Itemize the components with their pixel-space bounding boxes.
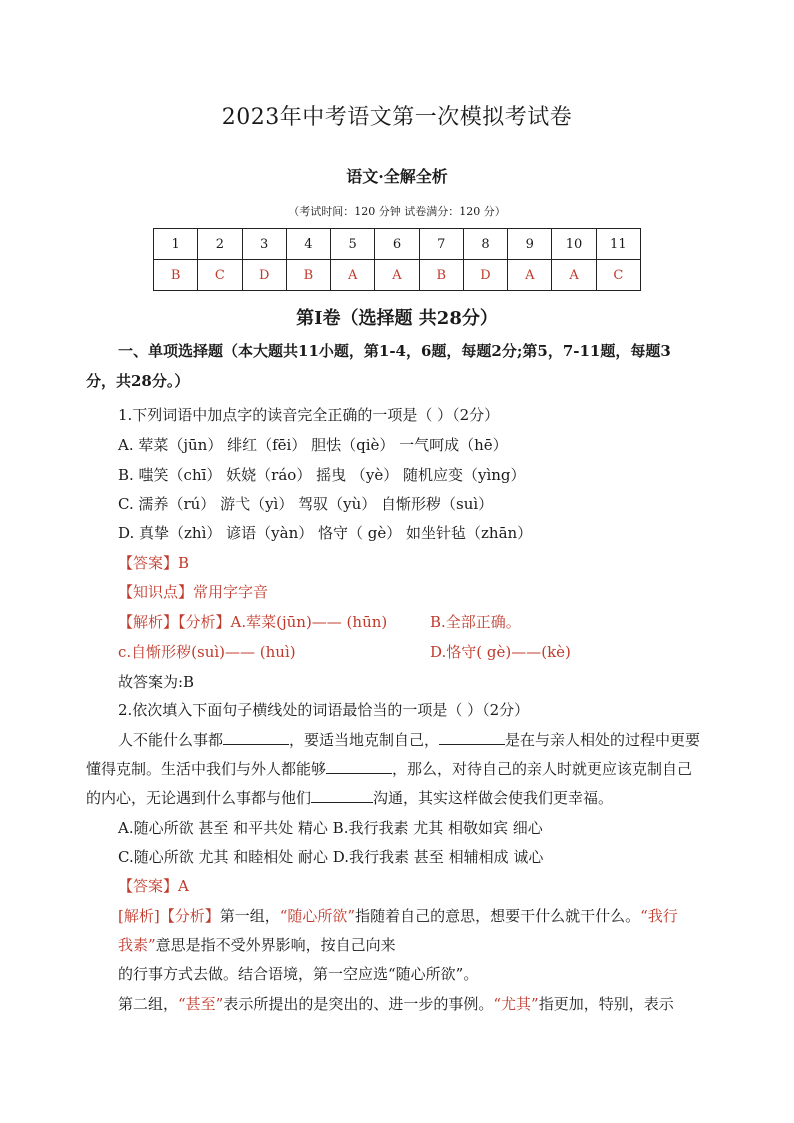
q1-answer-value: B	[178, 554, 190, 572]
blank-2	[439, 730, 505, 745]
q2-analysis-text: 意思是指不受外界影响，按自己向来	[155, 936, 396, 954]
answer-table-number-cell: 5	[331, 229, 375, 260]
blank-4	[311, 788, 373, 803]
q2-analysis-text: 第一组，	[219, 907, 280, 925]
answer-table-numbers-row	[154, 229, 641, 260]
q1-answer-label: 【答案】	[118, 554, 179, 572]
exam-meta: （考试时间：120 分钟 试卷满分：120 分）	[288, 205, 506, 218]
q2-analysis-line3: 的行事方式去做。结合语境，第一空应选“随心所欲”。	[118, 965, 479, 983]
answer-table-answer-cell: B	[286, 260, 330, 291]
answer-table-answer-cell: A	[331, 260, 375, 291]
answer-table-answer-cell: B	[419, 260, 463, 291]
q1-analysis-a-text: A.荤菜(jūn)—— (hūn)	[230, 613, 388, 631]
q2-passage-text: 懂得克制。生活中我们与外人都能够	[86, 760, 327, 778]
q1-analysis-label: 【解析】【分析】	[118, 613, 231, 631]
page-title: 2023年中考语文第一次模拟考试卷	[221, 105, 573, 130]
q2-passage-text: 是在与亲人相处的过程中更要	[505, 731, 701, 749]
answer-table-answer-cell: D	[463, 260, 507, 291]
q1-analysis-b: B.全部正确。	[430, 613, 521, 631]
blank-1	[223, 730, 289, 745]
q2-passage-text: 的内心，无论遇到什么事都与他们	[86, 789, 312, 807]
answer-table	[153, 228, 641, 291]
q2-passage-line2	[86, 759, 692, 779]
q2-passage-text: 沟通，其实这样做会使我们更幸福。	[373, 789, 614, 807]
q2-passage-line1	[118, 730, 700, 750]
section-heading-line1: 一、单项选择题（本大题共11小题，第1-4，6题，每题2分;第5，7-11题，每题3	[118, 342, 671, 360]
answer-table-number-cell: 3	[242, 229, 286, 260]
q2-passage-line3	[86, 788, 613, 808]
q1-knowledge-value: 常用字字音	[193, 583, 269, 601]
q1-analysis-a	[118, 612, 387, 632]
q2-answer-label: 【答案】	[118, 877, 179, 895]
q1-option-b: B. 嗤笑（chī） 妖娆（ráo） 摇曳 （yè） 随机应变（yìng）	[118, 466, 526, 484]
section-heading-line2: 分，共28分。）	[86, 372, 190, 390]
q2-analysis-term: “尤其”	[493, 995, 539, 1013]
q2-passage-text: 人不能什么事都	[118, 731, 224, 749]
q1-option-d: D. 真挚（zhì） 谚语（yàn） 恪守（ gè） 如坐针毡（zhān）	[118, 524, 533, 542]
answer-table-number-cell: 10	[552, 229, 596, 260]
q1-analysis-c: c.自惭形秽(suì)—— (huì)	[118, 643, 296, 661]
q2-stem: 2.依次填入下面句子横线处的词语最恰当的一项是（ ）（2分）	[118, 701, 530, 719]
answer-table-number-cell: 1	[154, 229, 198, 260]
answer-table-answer-cell: A	[552, 260, 596, 291]
answer-table-answer-cell: D	[242, 260, 286, 291]
q1-conclusion: 故答案为:B	[118, 673, 195, 691]
q2-analysis-line2	[118, 935, 396, 955]
q2-analysis-term: “甚至”	[178, 995, 224, 1013]
answer-table-number-cell: 2	[198, 229, 242, 260]
answer-table-answer-cell: B	[154, 260, 198, 291]
answer-table-answer-cell: C	[198, 260, 242, 291]
q1-analysis-d: D.恪守( gè)——(kè)	[430, 643, 571, 661]
q2-analysis-text: 指更加，特别，表示	[538, 995, 674, 1013]
q2-passage-text: ，要适当地克制自己，	[289, 731, 440, 749]
answer-table-number-cell: 11	[596, 229, 640, 260]
q2-analysis-text: 表示所提出的是突出的、进一步的事例。	[223, 995, 494, 1013]
answer-table-number-cell: 4	[286, 229, 330, 260]
q2-options-cd: C.随心所欲 尤其 和睦相处 耐心 D.我行我素 甚至 相辅相成 诚心	[118, 848, 544, 866]
q1-option-a: A. 荤菜（jūn） 绯红（fēi） 胆怯（qiè） 一气呵成（hē）	[118, 436, 508, 454]
part-title: 第Ⅰ卷（选择题 共28分）	[296, 308, 498, 329]
q2-analysis-text: 第二组，	[118, 995, 179, 1013]
answer-table-number-cell: 7	[419, 229, 463, 260]
page-subtitle: 语文·全解全析	[346, 167, 448, 186]
q2-analysis-term: “我行	[640, 907, 678, 925]
q2-answer	[118, 876, 189, 896]
q1-option-c: C. 濡养（rú） 游弋（yì） 驾驭（yù） 自惭形秽（suì）	[118, 495, 494, 513]
answer-table-number-cell: 9	[508, 229, 552, 260]
answer-table-answer-cell: C	[596, 260, 640, 291]
q2-answer-value: A	[178, 877, 189, 895]
answer-table-answer-cell: A	[508, 260, 552, 291]
q2-analysis-text: 指随着自己的意思，想要干什么就干什么。	[355, 907, 641, 925]
q1-knowledge	[118, 582, 268, 602]
q2-passage-text: ，那么，对待自己的亲人时就更应该克制自己	[392, 760, 693, 778]
q1-answer	[118, 553, 189, 573]
answer-table-number-cell: 8	[463, 229, 507, 260]
blank-3	[326, 759, 392, 774]
q2-options-ab: A.随心所欲 甚至 和平共处 精心 B.我行我素 尤其 相敬如宾 细心	[118, 819, 543, 837]
q1-knowledge-label: 【知识点】	[118, 583, 194, 601]
q2-analysis-label: [解析]【分析】	[118, 907, 220, 925]
q2-analysis-term: “随心所欲”	[279, 907, 356, 925]
q2-analysis-line4	[118, 994, 674, 1014]
answer-table-number-cell: 6	[375, 229, 419, 260]
answer-table-answers-row	[154, 260, 641, 291]
answer-table-answer-cell: A	[375, 260, 419, 291]
q2-analysis-line1	[118, 906, 678, 926]
q1-stem: 1.下列词语中加点字的读音完全正确的一项是（ ）（2分）	[118, 406, 500, 424]
q2-analysis-term: 我素”	[118, 936, 156, 954]
